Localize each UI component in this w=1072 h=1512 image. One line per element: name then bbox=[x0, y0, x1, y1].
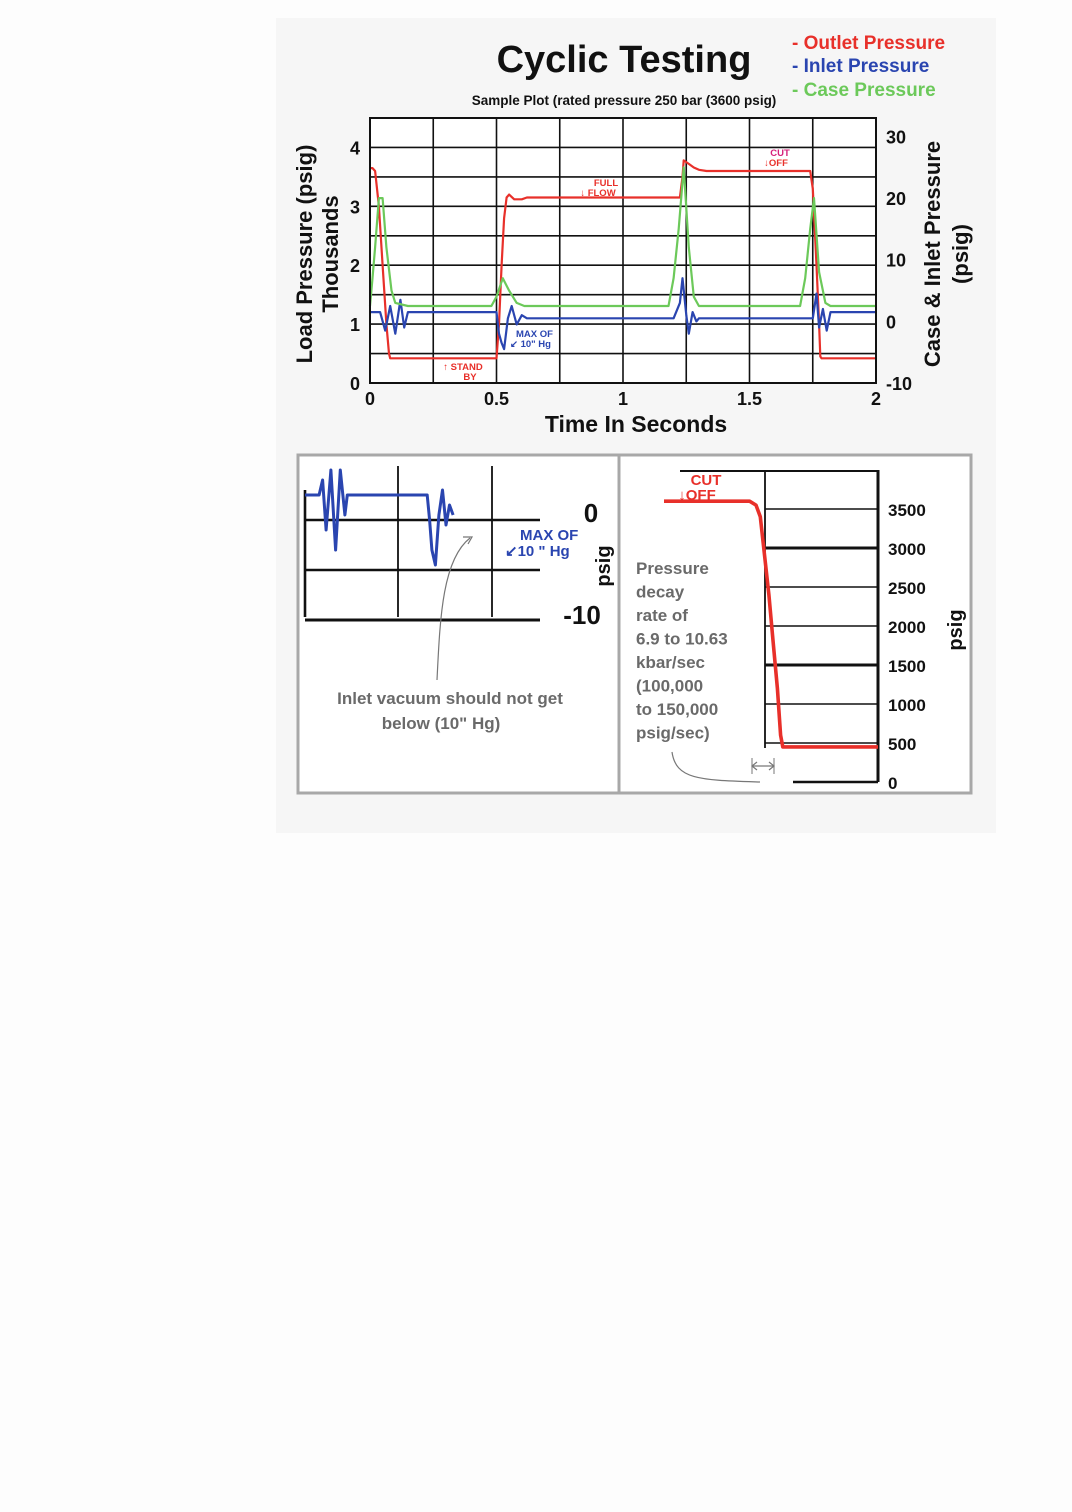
chart-title: Cyclic Testing bbox=[496, 39, 752, 81]
annotation-cut-off: CUT bbox=[770, 148, 790, 159]
legend-entry-outlet: - Outlet Pressure bbox=[792, 33, 946, 54]
legend bbox=[792, 33, 945, 101]
legend-entry-inlet: - Inlet Pressure bbox=[792, 56, 930, 77]
inset-right-note-line: Pressure bbox=[636, 559, 709, 578]
inset-right-tick-label: 500 bbox=[888, 735, 917, 754]
chart-subtitle: Sample Plot (rated pressure 250 bar (3600 psig) bbox=[471, 93, 777, 108]
left-tick-label: 3 bbox=[349, 197, 360, 218]
main-plot bbox=[350, 118, 912, 409]
inset-left-callout: MAX OF bbox=[520, 527, 579, 544]
x-tick-label: 1.5 bbox=[736, 389, 763, 409]
annotation-standby-2: BY bbox=[463, 372, 477, 383]
right-tick-label: -10 bbox=[886, 374, 913, 394]
annotation-full-flow-2: ↓ FLOW bbox=[580, 188, 616, 199]
inset-right-note-line: to 150,000 bbox=[636, 700, 719, 719]
inset-right-tick-label: 3500 bbox=[888, 501, 926, 520]
annotation-cut-off-2: ↓OFF bbox=[764, 158, 788, 169]
x-tick-label: 0 bbox=[364, 389, 376, 409]
inset-left-note: Inlet vacuum should not get bbox=[337, 689, 563, 708]
inset-right-tick-label: 2000 bbox=[888, 618, 926, 637]
x-axis-label: Time In Seconds bbox=[544, 411, 728, 437]
left-tick-label: 1 bbox=[349, 315, 360, 336]
right-tick-label: 30 bbox=[886, 127, 907, 148]
right-tick-label: 10 bbox=[886, 250, 907, 271]
right-axis-label: Case & Inlet Pressure bbox=[920, 140, 945, 368]
inset-right-tick-label: 2500 bbox=[888, 579, 926, 598]
left-tick-label: 4 bbox=[349, 138, 360, 159]
inset-left-axis-label: psig bbox=[593, 545, 615, 587]
annotation-max-vacuum-2: ↙ 10" Hg bbox=[510, 339, 551, 350]
inset-right-note-line: rate of bbox=[636, 606, 688, 625]
inset-right-note-line: (100,000 bbox=[636, 676, 704, 696]
annotation-full-flow: FULL bbox=[593, 178, 619, 189]
left-axis-label: Load Pressure (psig) bbox=[292, 144, 317, 364]
right-axis-label-units: (psig) bbox=[948, 224, 973, 284]
inset-right-note-line: 6.9 to 10.63 bbox=[636, 629, 728, 649]
right-tick-label: 20 bbox=[886, 189, 907, 210]
inset-right-tick-label: 1500 bbox=[888, 657, 926, 676]
inset-right-note-line: psig/sec) bbox=[636, 723, 710, 743]
annotation-standby: ↑ STAND bbox=[443, 362, 483, 373]
x-tick-label: 1 bbox=[617, 389, 629, 409]
inset-left-tick-zero: 0 bbox=[583, 498, 599, 528]
inset-right-tick-label: 0 bbox=[888, 774, 898, 793]
inset-right-tick-label: 3000 bbox=[888, 540, 926, 559]
annotation-max-vacuum: MAX OF bbox=[516, 329, 553, 340]
inset-right-note-line: kbar/sec bbox=[636, 653, 705, 672]
left-axis-label-units: Thousands bbox=[318, 195, 343, 313]
inset-left-note-2: below (10" Hg) bbox=[381, 714, 501, 733]
inset-right-cut-off: CUT bbox=[690, 472, 722, 489]
inset-left-tick-neg: -10 bbox=[563, 600, 601, 630]
right-tick-label: 0 bbox=[886, 312, 897, 333]
inset-left-callout-2: ↙10 " Hg bbox=[505, 543, 570, 560]
x-tick-label: 2 bbox=[870, 389, 882, 409]
left-tick-label: 2 bbox=[349, 256, 360, 277]
legend-entry-case: - Case Pressure bbox=[792, 80, 936, 101]
left-tick-label: 0 bbox=[349, 374, 360, 394]
inset-right-note-line: decay bbox=[636, 582, 685, 602]
inset-right-axis-label: psig bbox=[945, 609, 967, 651]
inset-right-tick-label: 1000 bbox=[888, 696, 926, 715]
inset-right-cut-off-2: ↓OFF bbox=[678, 487, 716, 504]
x-tick-label: 0.5 bbox=[483, 389, 510, 409]
